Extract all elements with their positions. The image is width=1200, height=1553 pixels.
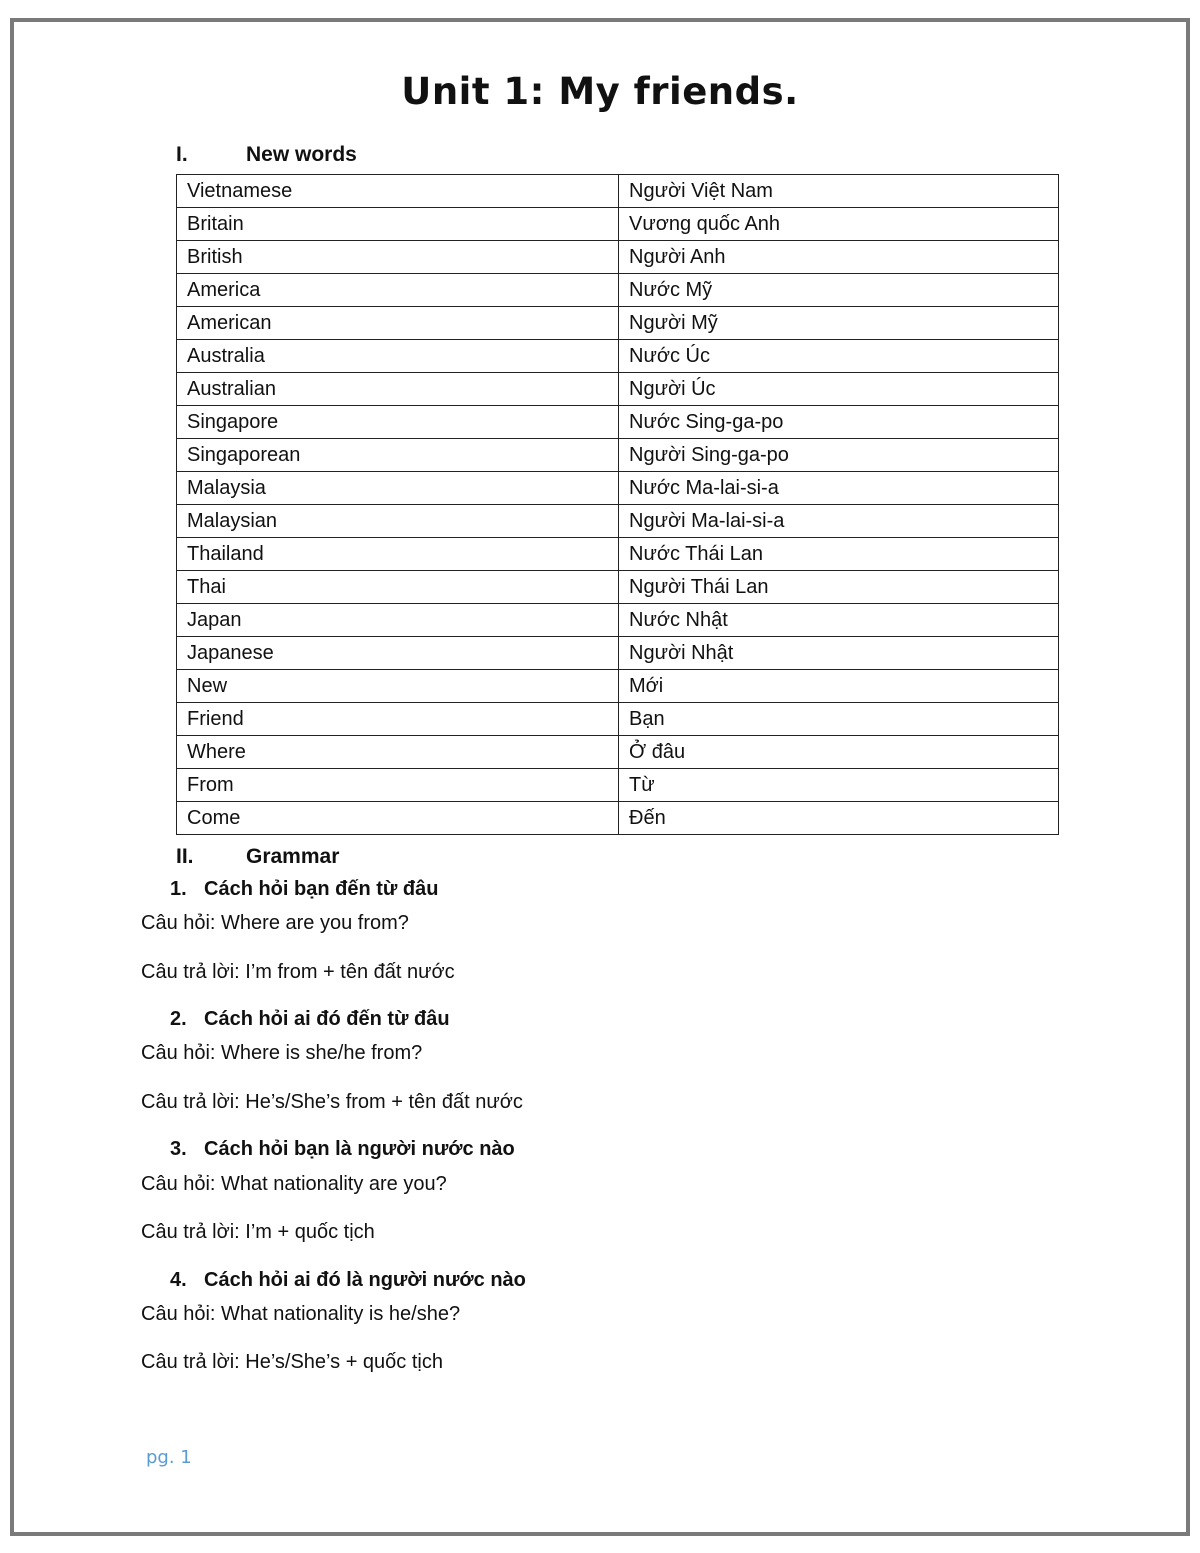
- vietnamese-meaning: Bạn: [619, 703, 1059, 736]
- grammar-answer-1: Câu trả lời: I’m from + tên đất nước: [141, 961, 455, 983]
- english-word: Come: [177, 802, 619, 835]
- english-word: Malaysia: [177, 472, 619, 505]
- table-row: [177, 373, 1059, 406]
- table-row: [177, 736, 1059, 769]
- grammar-heading-3: [170, 1138, 515, 1161]
- vietnamese-meaning: Người Anh: [619, 241, 1059, 274]
- vietnamese-meaning: Người Sing-ga-po: [619, 439, 1059, 472]
- grammar-question-1: Câu hỏi: Where are you from?: [141, 912, 409, 934]
- english-word: Vietnamese: [177, 175, 619, 208]
- table-row: [177, 439, 1059, 472]
- page-number: pg. 1: [146, 1447, 192, 1468]
- table-row: [177, 637, 1059, 670]
- vietnamese-meaning: Nước Thái Lan: [619, 538, 1059, 571]
- table-row: [177, 274, 1059, 307]
- section-label: New words: [246, 143, 357, 166]
- table-row: [177, 472, 1059, 505]
- vietnamese-meaning: Đến: [619, 802, 1059, 835]
- vietnamese-meaning: Nước Mỹ: [619, 274, 1059, 307]
- table-row: [177, 505, 1059, 538]
- vietnamese-meaning: Ở đâu: [619, 736, 1059, 769]
- grammar-question-4: Câu hỏi: What nationality is he/she?: [141, 1303, 461, 1325]
- grammar-answer-4: Câu trả lời: He’s/She’s + quốc tịch: [141, 1351, 443, 1373]
- english-word: Thai: [177, 571, 619, 604]
- section-number: II.: [176, 845, 194, 868]
- english-word: Friend: [177, 703, 619, 736]
- grammar-heading-1: [170, 878, 439, 901]
- table-row: [177, 670, 1059, 703]
- grammar-number: 2.: [170, 1008, 187, 1030]
- vietnamese-meaning: Mới: [619, 670, 1059, 703]
- section-label: Grammar: [246, 845, 340, 868]
- english-word: American: [177, 307, 619, 340]
- english-word: From: [177, 769, 619, 802]
- grammar-heading-text: Cách hỏi bạn là người nước nào: [204, 1138, 515, 1160]
- table-row: [177, 703, 1059, 736]
- english-word: Malaysian: [177, 505, 619, 538]
- section-number: I.: [176, 143, 188, 166]
- english-word: Singaporean: [177, 439, 619, 472]
- vietnamese-meaning: Người Mỹ: [619, 307, 1059, 340]
- vietnamese-meaning: Nước Sing-ga-po: [619, 406, 1059, 439]
- table-row: [177, 406, 1059, 439]
- vietnamese-meaning: Người Ma-lai-si-a: [619, 505, 1059, 538]
- table-row: [177, 208, 1059, 241]
- grammar-question-3: Câu hỏi: What nationality are you?: [141, 1173, 447, 1195]
- vietnamese-meaning: Nước Ma-lai-si-a: [619, 472, 1059, 505]
- grammar-answer-3: Câu trả lời: I’m + quốc tịch: [141, 1221, 375, 1243]
- english-word: New: [177, 670, 619, 703]
- vietnamese-meaning: Nước Úc: [619, 340, 1059, 373]
- vietnamese-meaning: Từ: [619, 769, 1059, 802]
- table-row: [177, 340, 1059, 373]
- english-word: Britain: [177, 208, 619, 241]
- vietnamese-meaning: Vương quốc Anh: [619, 208, 1059, 241]
- grammar-heading-4: [170, 1269, 526, 1292]
- english-word: Where: [177, 736, 619, 769]
- grammar-number: 4.: [170, 1269, 187, 1291]
- vietnamese-meaning: Người Thái Lan: [619, 571, 1059, 604]
- vietnamese-meaning: Người Nhật: [619, 637, 1059, 670]
- english-word: British: [177, 241, 619, 274]
- grammar-heading-text: Cách hỏi ai đó đến từ đâu: [204, 1008, 450, 1030]
- english-word: Australia: [177, 340, 619, 373]
- english-word: Japanese: [177, 637, 619, 670]
- section-heading-new-words: [176, 143, 357, 167]
- table-row: [177, 307, 1059, 340]
- english-word: Australian: [177, 373, 619, 406]
- page-title: Unit 1: My friends.: [401, 70, 799, 113]
- english-word: Thailand: [177, 538, 619, 571]
- grammar-heading-text: Cách hỏi ai đó là người nước nào: [204, 1269, 526, 1291]
- grammar-number: 3.: [170, 1138, 187, 1160]
- grammar-question-2: Câu hỏi: Where is she/he from?: [141, 1042, 423, 1064]
- vietnamese-meaning: Người Việt Nam: [619, 175, 1059, 208]
- english-word: America: [177, 274, 619, 307]
- vietnamese-meaning: Người Úc: [619, 373, 1059, 406]
- grammar-heading-text: Cách hỏi bạn đến từ đâu: [204, 878, 439, 900]
- table-row: [177, 769, 1059, 802]
- vietnamese-meaning: Nước Nhật: [619, 604, 1059, 637]
- english-word: Singapore: [177, 406, 619, 439]
- grammar-answer-2: Câu trả lời: He’s/She’s from + tên đất nước: [141, 1091, 523, 1113]
- grammar-number: 1.: [170, 878, 187, 900]
- table-row: [177, 538, 1059, 571]
- table-row: [177, 571, 1059, 604]
- table-row: [177, 802, 1059, 835]
- grammar-heading-2: [170, 1008, 450, 1031]
- english-word: Japan: [177, 604, 619, 637]
- vocabulary-table: [176, 174, 1059, 835]
- section-heading-grammar: [176, 845, 339, 869]
- table-row: [177, 604, 1059, 637]
- table-row: [177, 175, 1059, 208]
- table-row: [177, 241, 1059, 274]
